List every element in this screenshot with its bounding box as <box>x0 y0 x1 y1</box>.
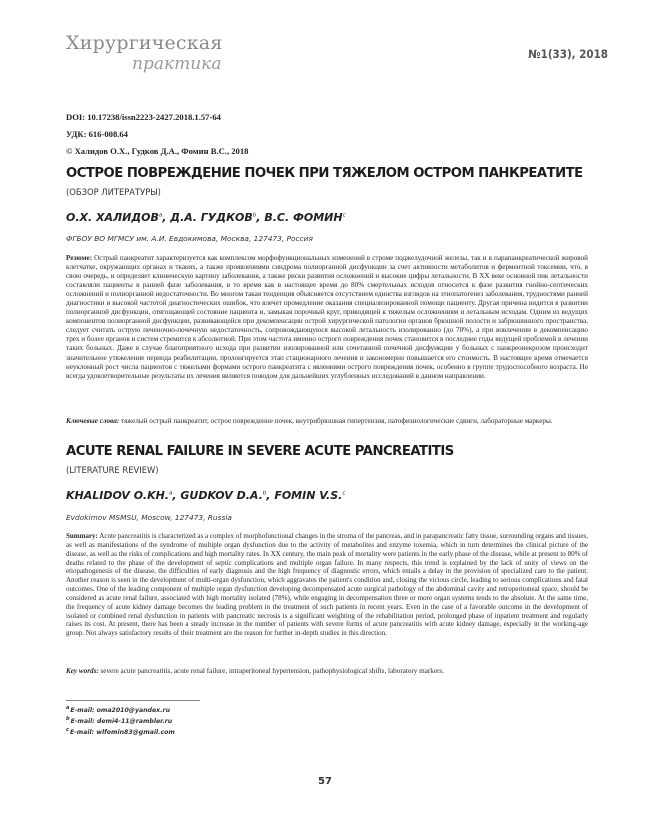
footnote-text: E-mail: oma2010@yandex.ru <box>70 707 170 715</box>
page-number: 57 <box>318 776 332 787</box>
keywords-text: severe acute pancreatitis, acute renal failure, intraperitoneal hypertension, pathophysiological shifts, laboratory markers. <box>100 667 444 675</box>
en-article-subtitle: (LITERATURE REVIEW) <box>66 465 159 475</box>
journal-logo-title: Хирургическая <box>66 32 223 54</box>
footnote-divider <box>66 700 200 701</box>
author-mark: b <box>252 212 257 219</box>
en-abstract <box>66 532 588 638</box>
copyright: © Халидов О.Х., Гудков Д.А., Фомин В.С., 2018 <box>66 146 249 156</box>
footnote-text: E-mail: demi4-11@rambler.ru <box>70 718 173 726</box>
issue-number: №1(33), 2018 <box>528 47 608 61</box>
keywords-label: Ключевые слова: <box>66 417 120 425</box>
author-mark: c <box>342 490 346 497</box>
author-name: В.С. ФОМИН <box>264 211 343 224</box>
abstract-text: Острый панкреатит характеризуется как комплексом морфофункциональных изменений в строме поджелудочной железы, так и в парапанкреатической жировой клетчатке, окружающих органах и тканях, а также проявлениями синдрома полиорганной дисфункции за счет активности метаболитов и ферментной токсемии, что, в свою очередь, и определяет клиническую картину заболевания, а также риски развития осложнений и высокие цифры летальности. В ХХ веке основной пик летальности составляли пациенты в ранней фазе заболевания, в то время как в настоящее время до 80% смертельных исходов относится к фазе развития гнойно-септических осложнений и полиорганной недостаточности. Во многом такая тенденция объясняется отсутствием единства взглядов на этиопатогенез заболевания, трудностями ранней диагностики и высокой частотой диагностических ошибок, что влечет промедление оказания специализированной помощи пациенту. Другая причина видится в развитии полиорганной дисфункции, отягощающей состояние пациента и, замыкая порочный круг, приводящей к тяжелым осложнениям и летальным исходам. Одним из ведущих компонентов полиорганной дисфункции, развивающейся при декомпенсации острой хирургической патологии органов брюшной полости и забрюшинного пространства, следует считать острую печеночно-почечную недостаточность, сопровождающуюся высокой летальность изолированно (до 78%), а при вовлечении в декомпенсацию трех и более органов и систем стремится к абсолютной. При этом частота именно острого повреждения почек становится в последние годы ведущей проблемой в лечении таких больных. Даже в случае благоприятного исхода при развитии изолированной или сочетанной почечной дисфункции у больных с панкреонекрозом происходит значительное утяжеление периода реабилитации, пролонгируется этап стационарного лечения и закономерно повышается его стоимость. В настоящее время отмечается неуклонный рост числа пациентов с тяжелыми формами острого панкреатита с явлениями острого повреждения почек, особенно в группе трудоспособного возраста. Не всегда удовлетворительные результаты их лечения являются поводом для дальнейших углубленных исследований в данном направлении. <box>66 254 588 380</box>
author-name: FOMIN V.S. <box>274 489 343 502</box>
footnote-email <box>66 727 175 736</box>
author-name: KHALIDOV O.KH. <box>66 489 169 502</box>
en-affiliation: Evdokimov MSMSU, Moscow, 127473, Russia <box>66 513 232 522</box>
footnote-mark: c <box>66 727 69 733</box>
udk: УДК: 616-008.64 <box>66 129 128 139</box>
footnote-mark: b <box>66 716 70 722</box>
author-name: О.Х. ХАЛИДОВ <box>66 211 159 224</box>
keywords-text: тяжелый острый панкреатит, острое повреждение почек, внутрибрюшная гипертензия, патофизиологические сдвиги, лабораторные маркеры. <box>120 417 553 425</box>
author-mark: a <box>168 490 173 497</box>
author-mark: b <box>262 490 267 497</box>
abstract-label: Резюме: <box>66 254 93 262</box>
en-keywords <box>66 667 588 676</box>
en-article-title: ACUTE RENAL FAILURE IN SEVERE ACUTE PANCREATITIS <box>66 444 454 459</box>
ru-authors: О.Х. ХАЛИДОВ$^a$, Д.А. ГУДКОВ$^b$, В.С. ФОМИН$^c$ <box>66 211 346 224</box>
ru-keywords <box>66 417 588 426</box>
author-mark: a <box>158 212 163 219</box>
journal-logo <box>66 32 226 80</box>
author-name: Д.А. ГУДКОВ <box>170 211 253 224</box>
keywords-label: Key words: <box>66 667 99 675</box>
ru-article-subtitle: (ОБЗОР ЛИТЕРАТУРЫ) <box>66 187 161 197</box>
author-name: GUDKOV D.A. <box>180 489 263 502</box>
ru-abstract <box>66 254 588 381</box>
footnote-text: E-mail: wlfomin83@gmail.com <box>69 729 175 737</box>
ru-article-title: ОСТРОЕ ПОВРЕЖДЕНИЕ ПОЧЕК ПРИ ТЯЖЕЛОМ ОСТРОМ ПАНКРЕАТИТЕ <box>66 166 583 181</box>
footnote-email <box>66 705 170 714</box>
journal-logo-subtitle: практика <box>132 54 222 74</box>
abstract-text: Acute pancreatitis is characterized as a complex of morphofunctional changes in the stroma of the pancreas, and in parapancreatic fatty tissue, surrounding organs and tissues, as well as manifestations of the syndrome of multiple organ dysfunction due to the activity of metabolites and enzyme toxemia, which in turn determines the clinical picture of the disease, as well as the risks of complications and high mortality rates. In XX century, the main peak of mortality were patients in the early phase of the disease, while at present to 80% of deaths related to the phase of the development of septic complications and multiple organ failure. In many respects, this trend is explained by the lack of unity of views on the etiopathogenesis of the disease, the difficulties of early diagnosis and the high frequency of diagnostic errors, which entails a delay in the provision of specialized care to the patient. Another reason is seen in the development of multi-organ dysfunction, which aggravates the patient's condition and, closing the vicious circle, leading to serious complications and fatal outcomes. One of the leading component of multiple organ dysfunction developing decompensated acute surgical pathology of the abdominal cavity and retroperitoneal space, should be considered as acute renal failure, associated with high mortality isolated (78%), while engaging in decompensation three or more organ systems tends to the absolute. At the same time, the frequency of acute kidney damage becomes the leading problem in the treatment of such patients in recent years. Even in the case of a favorable outcome in the development of isolated or combined renal dysfunction in patients with pancreatic necrosis is a significant weighting of the rehabilitation period, prolonged phase of inpatient treatment and regularly raises its cost. At present, there has been a steady increase in the number of patients with severe forms of acute pancreatitis with acute kidney damage, especially in the working-age group. Not always satisfactory results of their treatment are the reason for further in-depth studies in this direction. <box>66 532 588 638</box>
footnote-mark: a <box>66 705 70 711</box>
doi: DOI: 10.17238/issn2223-2427.2018.1.57-64 <box>66 112 221 122</box>
abstract-label: Summary: <box>66 532 98 540</box>
ru-affiliation: ФГБОУ ВО МГМСУ им. А.И. Евдокимова, Москва, 127473, Россия <box>66 234 313 243</box>
footnote-email <box>66 716 172 725</box>
author-mark: c <box>342 212 346 219</box>
en-authors: KHALIDOV O.KH.$^a$, GUDKOV D.A.$^b$, FOMIN V.S.$^c$ <box>66 489 346 502</box>
